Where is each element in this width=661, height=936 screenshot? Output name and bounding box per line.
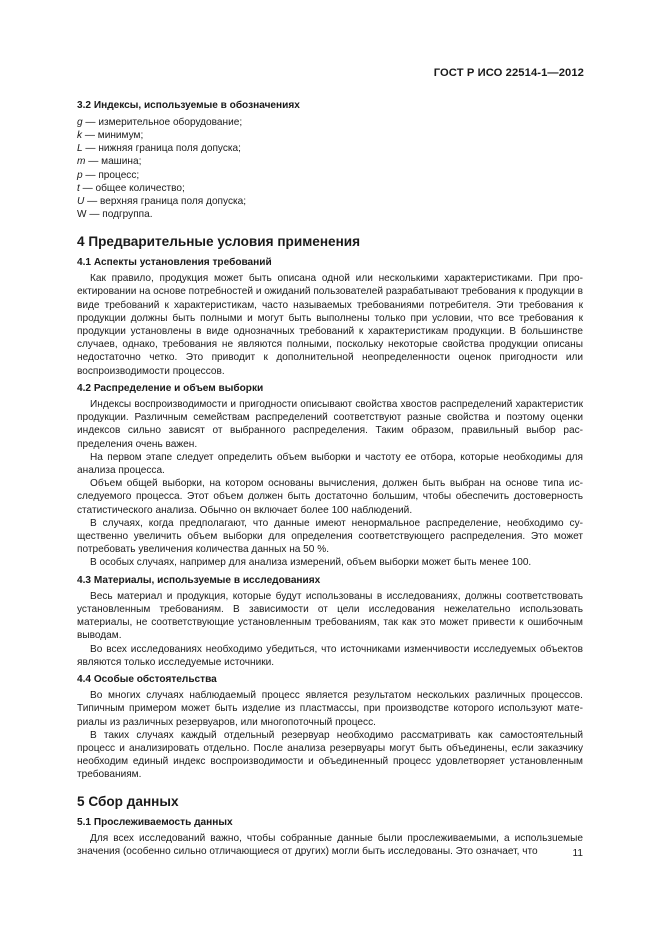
subsection-5-1-heading: 5.1 Прослеживаемость данных	[77, 816, 233, 828]
subsection-4-3-heading: 4.3 Материалы, используемые в исследованиях	[77, 574, 321, 586]
paragraph: Для всех исследований важно, чтобы собранные данные были прослеживаемыми, а использueмые значения (особенно сильно отличающиеся от других) могли быть исследованы. Это означает, что	[77, 832, 583, 858]
paragraph: Индексы воспроизводимости и пригодности описывают свойства хвостов распределений характеристик продукции. Различным семействам распределений соответствуют разные свойства и поэтому оценки индексов сильно зависят от выбранного распределения. Таким образом, правильный выбор распределения очень важен.	[77, 398, 583, 450]
subsection-4-4-heading: 4.4 Особые обстоятельства	[77, 674, 217, 686]
paragraph: Как правило, продукция может быть описана одной или несколькими характеристиками. При проектировании на основе потребностей и ожиданий пользователей разрабатывают требования к продукции в виде требований к характеристикам, часто называемых требованиями потребителя. Эти требования к продукции должны быть полными и могут быть выполнены только при условии, что все требования к продукции установлены в виде однозначных требований к характеристикам продукции. В большинстве случаев, однако, требования не являются полными, поскольку некоторые свойства продукции описаны недостаточно четко. Это приводит к дополнительной неопределенности оценок пригодности или воспроизводимости процессов.	[77, 273, 584, 377]
list-item: g — измерительное оборудование;	[77, 117, 243, 129]
list-item: t — общее количество;	[77, 182, 185, 194]
list-item: U — верхняя граница поля допуска;	[77, 195, 247, 207]
paragraph: Весь материал и продукция, которые будут использованы в исследованиях, должны соответствовать установленным требованиям. В зависимости от цели исследования нежелательно использовать материалы, не соответствующие установленным требованиям, так как это может привести к ошибочным выводам.	[77, 590, 583, 642]
subsection-4-1-heading: 4.1 Аспекты установления требований	[77, 256, 272, 268]
list-item: p — процесс;	[77, 169, 140, 181]
subsection-4-2-heading: 4.2 Распределение и объем выборки	[77, 382, 264, 394]
index-list	[77, 116, 583, 221]
document-code: ГОСТ Р ИСО 22514-1—2012	[433, 67, 584, 79]
paragraph: Во всех исследованиях необходимо убедиться, что источниками изменчивости исследуемых объектов являются только исследуемые источники.	[77, 643, 583, 668]
list-item: m — машина;	[77, 156, 142, 168]
paragraph: На первом этапе следует определить объем выборки и частоту ее отбора, которые необходимы для анализа процесса.	[77, 451, 583, 476]
paragraph: Во многих случаях наблюдаемый процесс является результатом нескольких различных процессов. Типичным примером может быть изделие из пластмассы, при производстве которого используют материалы из различных резервуаров, или многопоточный процесс.	[77, 690, 583, 728]
section-4-heading: 4 Предварительные условия применения	[77, 233, 361, 249]
list-item: k — минимум;	[77, 130, 144, 142]
paragraph: Объем общей выборки, на котором основаны вычисления, должен быть выбран на основе типа исследуемого процесса. Этот объем должен быть достаточно большим, чтобы обеспечить достоверность статистического анализа. Обычно он включает более 100 наблюдений.	[77, 478, 583, 516]
paragraph: В случаях, когда предполагают, что данные имеют ненормальное распределение, необходимо существенно увеличить объем выборки для определения соответствующего распределения. Это может потребовать увеличения количества данных на 50 %.	[77, 517, 583, 556]
list-item: W — подгруппа.	[77, 208, 153, 220]
page-number: 11	[572, 848, 583, 859]
paragraph: В особых случаях, например для анализа измерений, объем выборки может быть менее 100.	[90, 557, 532, 569]
paragraph: В таких случаях каждый отдельный резервуар необходимо рассматривать как самостоятельный процесс и анализировать отдельно. После анализа резервуары могут быть объединены, если заказчику необходим единый индекс воспроизводимости и объединенный процесс удовлетворяет установленным требованиям.	[77, 729, 583, 781]
subsection-3-2-heading: 3.2 Индексы, используемые в обозначениях	[77, 100, 300, 111]
section-5-heading: 5 Сбор данных	[77, 793, 179, 809]
page-content	[77, 99, 583, 858]
list-item: L — нижняя граница поля допуска;	[77, 143, 241, 155]
